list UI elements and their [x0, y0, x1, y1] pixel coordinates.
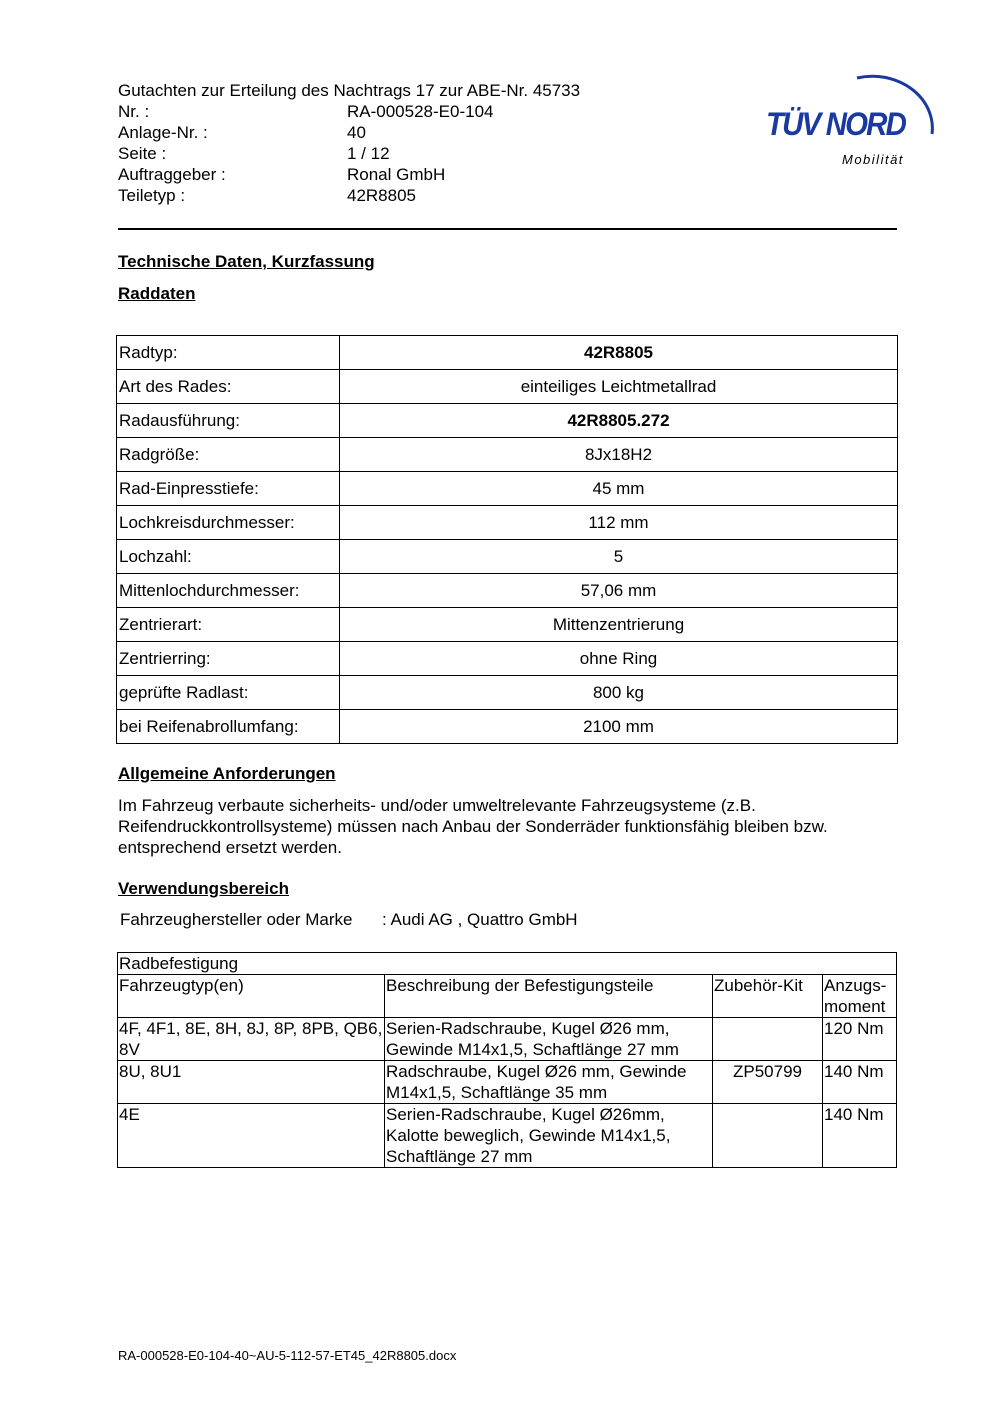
- row-value: ohne Ring: [340, 642, 898, 676]
- row-label: Radausführung:: [117, 404, 340, 438]
- meta-label: Seite :: [118, 144, 167, 163]
- manufacturer-value: : Audi AG , Quattro GmbH: [382, 910, 578, 929]
- fixing-description: Radschraube, Kugel Ø26 mm, Gewinde M14x1,5, Schaftlänge 35 mm: [385, 1061, 713, 1104]
- wheel-data-table: [116, 335, 898, 744]
- vehicle-types: 4E: [118, 1104, 385, 1168]
- meta-label: Anlage-Nr. :: [118, 123, 208, 142]
- table-row: [117, 540, 898, 574]
- meta-label: Nr. :: [118, 102, 150, 121]
- header-divider: [118, 228, 897, 230]
- accessory-kit: [713, 1104, 823, 1168]
- row-value: 8Jx18H2: [340, 438, 898, 472]
- manufacturer-label: Fahrzeughersteller oder Marke: [120, 910, 353, 929]
- row-label: Mittenlochdurchmesser:: [117, 574, 340, 608]
- table-row: [117, 506, 898, 540]
- heading-usage-scope: Verwendungsbereich: [118, 879, 289, 898]
- document-header: [118, 80, 678, 206]
- column-header: Beschreibung der Befestigungsteile: [385, 975, 713, 1018]
- meta-label: Teiletyp :: [118, 186, 186, 205]
- table-row: [117, 642, 898, 676]
- meta-label: Auftraggeber :: [118, 165, 226, 184]
- table-row: [117, 676, 898, 710]
- row-value: 42R8805: [340, 336, 898, 370]
- accessory-kit: ZP50799: [713, 1061, 823, 1104]
- row-value: 112 mm: [340, 506, 898, 540]
- table-row: [118, 1104, 897, 1168]
- column-header: Anzugs- moment: [823, 975, 897, 1018]
- wheel-fixing-table: [117, 952, 897, 1168]
- document-footer: RA-000528-E0-104-40~AU-5-112-57-ET45_42R8805.docx: [118, 1348, 457, 1363]
- table-row: [117, 574, 898, 608]
- heading-technical-data: Technische Daten, Kurzfassung: [118, 252, 375, 271]
- table-row: [117, 404, 898, 438]
- table-row: [117, 608, 898, 642]
- row-label: Radtyp:: [117, 336, 340, 370]
- vehicle-types: 4F, 4F1, 8E, 8H, 8J, 8P, 8PB, QB6, 8V: [118, 1018, 385, 1061]
- table-row: [117, 710, 898, 744]
- row-label: bei Reifenabrollumfang:: [117, 710, 340, 744]
- row-label: Lochzahl:: [117, 540, 340, 574]
- meta-value: RA-000528-E0-104: [347, 102, 494, 121]
- fixing-description: Serien-Radschraube, Kugel Ø26mm, Kalotte beweglich, Gewinde M14x1,5, Schaftlänge 27 mm: [385, 1104, 713, 1168]
- torque: 140 Nm: [823, 1061, 897, 1104]
- column-header: Fahrzeugtyp(en): [118, 975, 385, 1018]
- accessory-kit: [713, 1018, 823, 1061]
- table-header-row: [118, 975, 897, 1018]
- column-header: Zubehör-Kit: [713, 975, 823, 1018]
- row-value: Mittenzentrierung: [340, 608, 898, 642]
- manufacturer-line: [120, 910, 578, 930]
- table-row: [117, 370, 898, 404]
- meta-value: 1 / 12: [347, 144, 390, 163]
- meta-value: 42R8805: [347, 186, 417, 205]
- meta-row-auftraggeber: [118, 164, 678, 185]
- row-label: Rad-Einpresstiefe:: [117, 472, 340, 506]
- row-value: 57,06 mm: [340, 574, 898, 608]
- table-row: [118, 1061, 897, 1104]
- meta-row-nr: [118, 101, 678, 122]
- general-requirements-text: Im Fahrzeug verbaute sicherheits- und/oder umweltrelevante Fahrzeugsysteme (z.B. Reifendruckkontrollsysteme) müssen nach Anbau der Sonderräder funktionsfähig bleiben bzw. entsprechend ersetzt werden.: [118, 796, 828, 857]
- logo-brand: TÜV NORD: [766, 106, 906, 142]
- table-row: [117, 438, 898, 472]
- heading-general-requirements: Allgemeine Anforderungen: [118, 764, 336, 783]
- meta-value: 40: [347, 123, 366, 142]
- heading-wheel-data: Raddaten: [118, 284, 196, 303]
- table-title-row: [118, 953, 897, 975]
- row-label: Lochkreisdurchmesser:: [117, 506, 340, 540]
- fixing-description: Serien-Radschraube, Kugel Ø26 mm, Gewinde M14x1,5, Schaftlänge 27 mm: [385, 1018, 713, 1061]
- row-value: 800 kg: [340, 676, 898, 710]
- row-value: 2100 mm: [340, 710, 898, 744]
- document-title: Gutachten zur Erteilung des Nachtrags 17 zur ABE-Nr. 45733: [118, 81, 581, 100]
- meta-row-anlage: [118, 122, 678, 143]
- vehicle-types: 8U, 8U1: [118, 1061, 385, 1104]
- meta-row-teiletyp: [118, 185, 678, 206]
- torque: 120 Nm: [823, 1018, 897, 1061]
- row-value: einteiliges Leichtmetallrad: [340, 370, 898, 404]
- row-value: 42R8805.272: [340, 404, 898, 438]
- logo-subtitle: Mobilität: [842, 152, 904, 167]
- meta-value: Ronal GmbH: [347, 165, 446, 184]
- row-value: 5: [340, 540, 898, 574]
- row-label: Art des Rades:: [117, 370, 340, 404]
- table-row: [117, 336, 898, 370]
- row-label: Zentrierring:: [117, 642, 340, 676]
- table-row: [118, 1018, 897, 1061]
- meta-row-seite: [118, 143, 678, 164]
- table-row: [117, 472, 898, 506]
- row-label: Zentrierart:: [117, 608, 340, 642]
- tuv-nord-logo: [762, 56, 942, 171]
- row-label: Radgröße:: [117, 438, 340, 472]
- row-label: geprüfte Radlast:: [117, 676, 340, 710]
- row-value: 45 mm: [340, 472, 898, 506]
- table-title: Radbefestigung: [118, 953, 897, 975]
- torque: 140 Nm: [823, 1104, 897, 1168]
